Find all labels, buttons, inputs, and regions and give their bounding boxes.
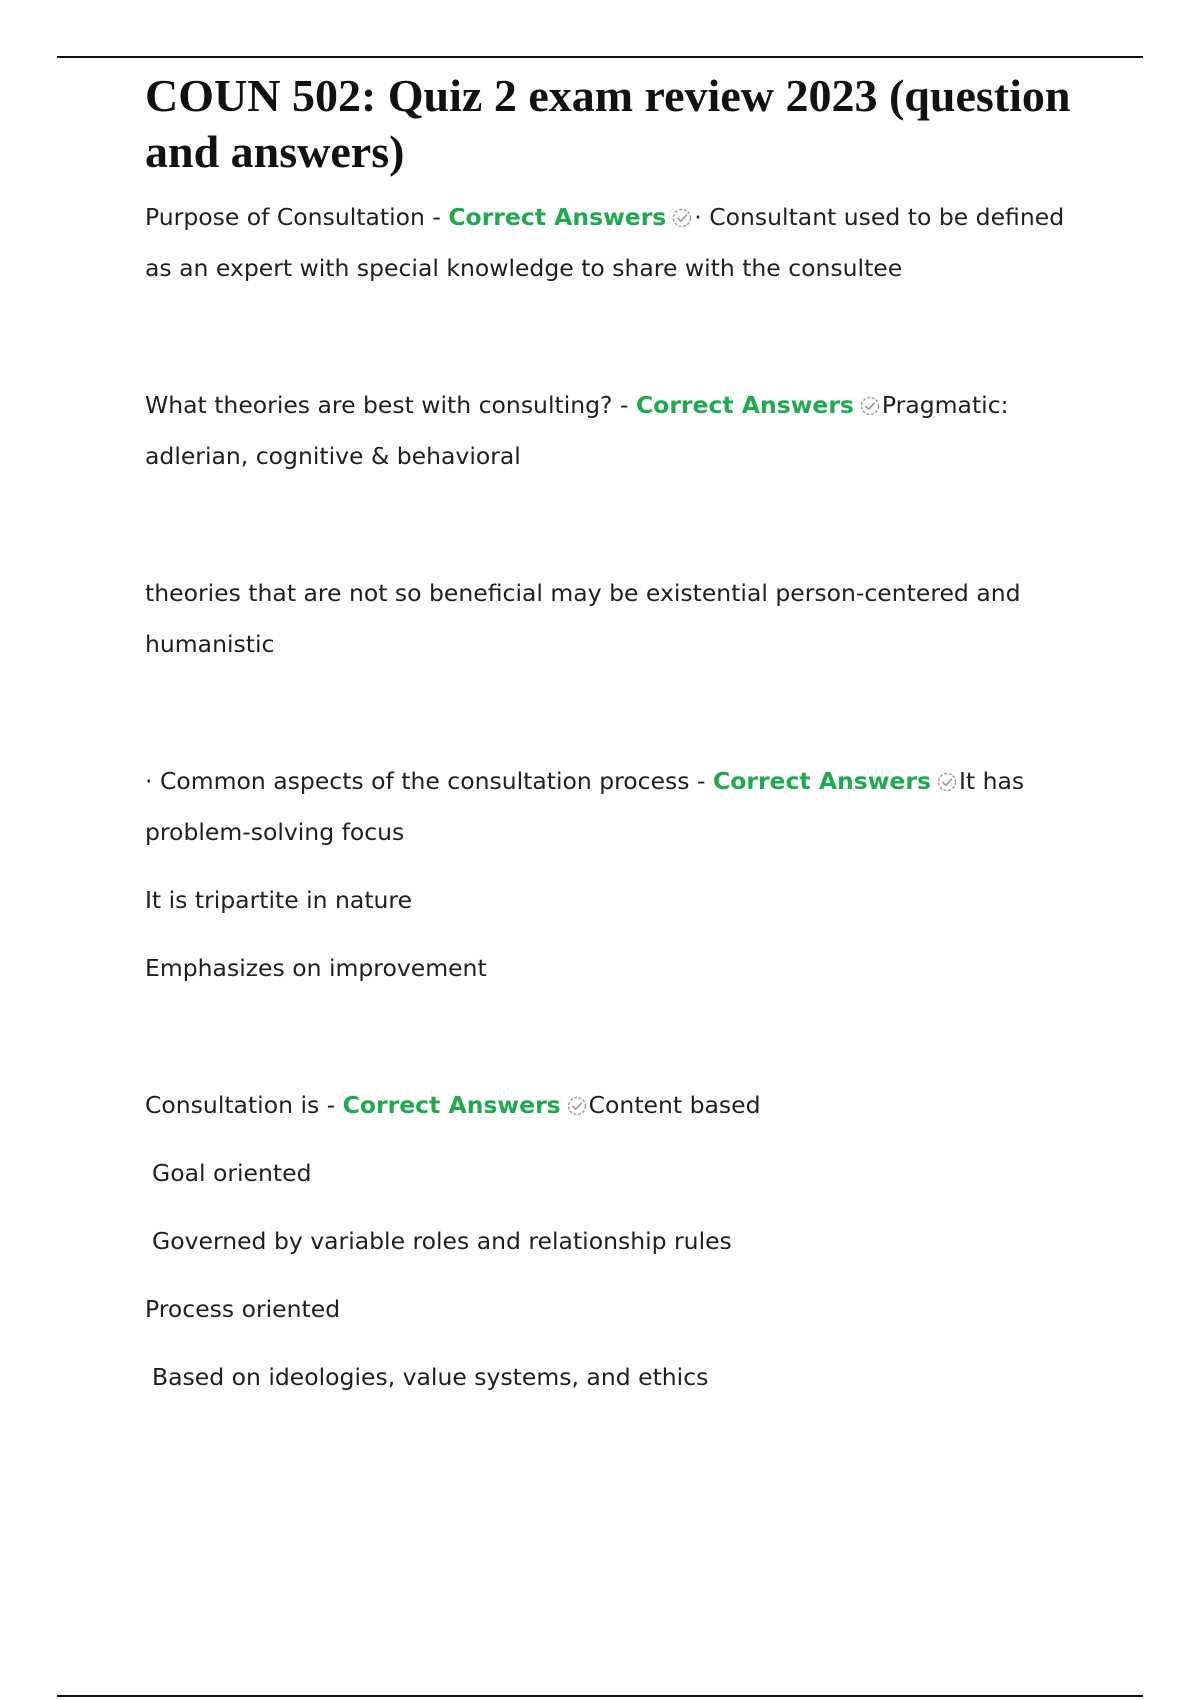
answer-line: It is tripartite in nature: [145, 886, 413, 914]
check-circle-icon: [937, 772, 957, 792]
answer-line: Based on ideologies, value systems, and ethics: [152, 1363, 709, 1391]
answer-text: Content based: [588, 1091, 761, 1119]
question-text: Purpose of Consultation: [145, 203, 425, 231]
qa-item: [145, 1080, 1085, 1131]
answer-text: · Consultant used to be defined as an expert with special knowledge to share with the consultee: [145, 203, 1065, 282]
answer-line: Process oriented: [145, 1295, 341, 1323]
answer-line: Emphasizes on improvement: [145, 954, 487, 982]
question-text: · Common aspects of the consultation process: [145, 767, 690, 795]
document-body: [145, 68, 1085, 1403]
answer-text: It has problem-solving focus: [145, 767, 1025, 846]
top-rule: [57, 56, 1143, 58]
correct-answers-label: Correct Answers: [342, 1091, 561, 1119]
correct-answers-label: Correct Answers: [712, 767, 931, 795]
separator: -: [319, 1091, 343, 1119]
question-text: What theories are best with consulting?: [145, 391, 613, 419]
separator: -: [689, 767, 713, 795]
answer-text: Pragmatic: adlerian, cognitive & behavioral: [145, 391, 1009, 470]
answer-line: Goal oriented: [152, 1159, 312, 1187]
correct-answers-label: Correct Answers: [448, 203, 667, 231]
bottom-rule: [57, 1695, 1143, 1697]
correct-answers-label: Correct Answers: [635, 391, 854, 419]
question-text: Consultation is: [145, 1091, 320, 1119]
check-circle-icon: [860, 396, 880, 416]
answer-line: Governed by variable roles and relationship rules: [152, 1227, 732, 1255]
answer-line: theories that are not so beneficial may be existential person-centered and humanistic: [145, 579, 1021, 658]
document-title: COUN 502: Quiz 2 exam review 2023 (question and answers): [145, 70, 1071, 177]
qa-item: [145, 380, 1085, 482]
qa-item: [145, 192, 1085, 294]
check-circle-icon: [672, 208, 692, 228]
separator: -: [424, 203, 449, 231]
check-circle-icon: [567, 1096, 587, 1116]
qa-item: [145, 756, 1085, 858]
separator: -: [612, 391, 636, 419]
